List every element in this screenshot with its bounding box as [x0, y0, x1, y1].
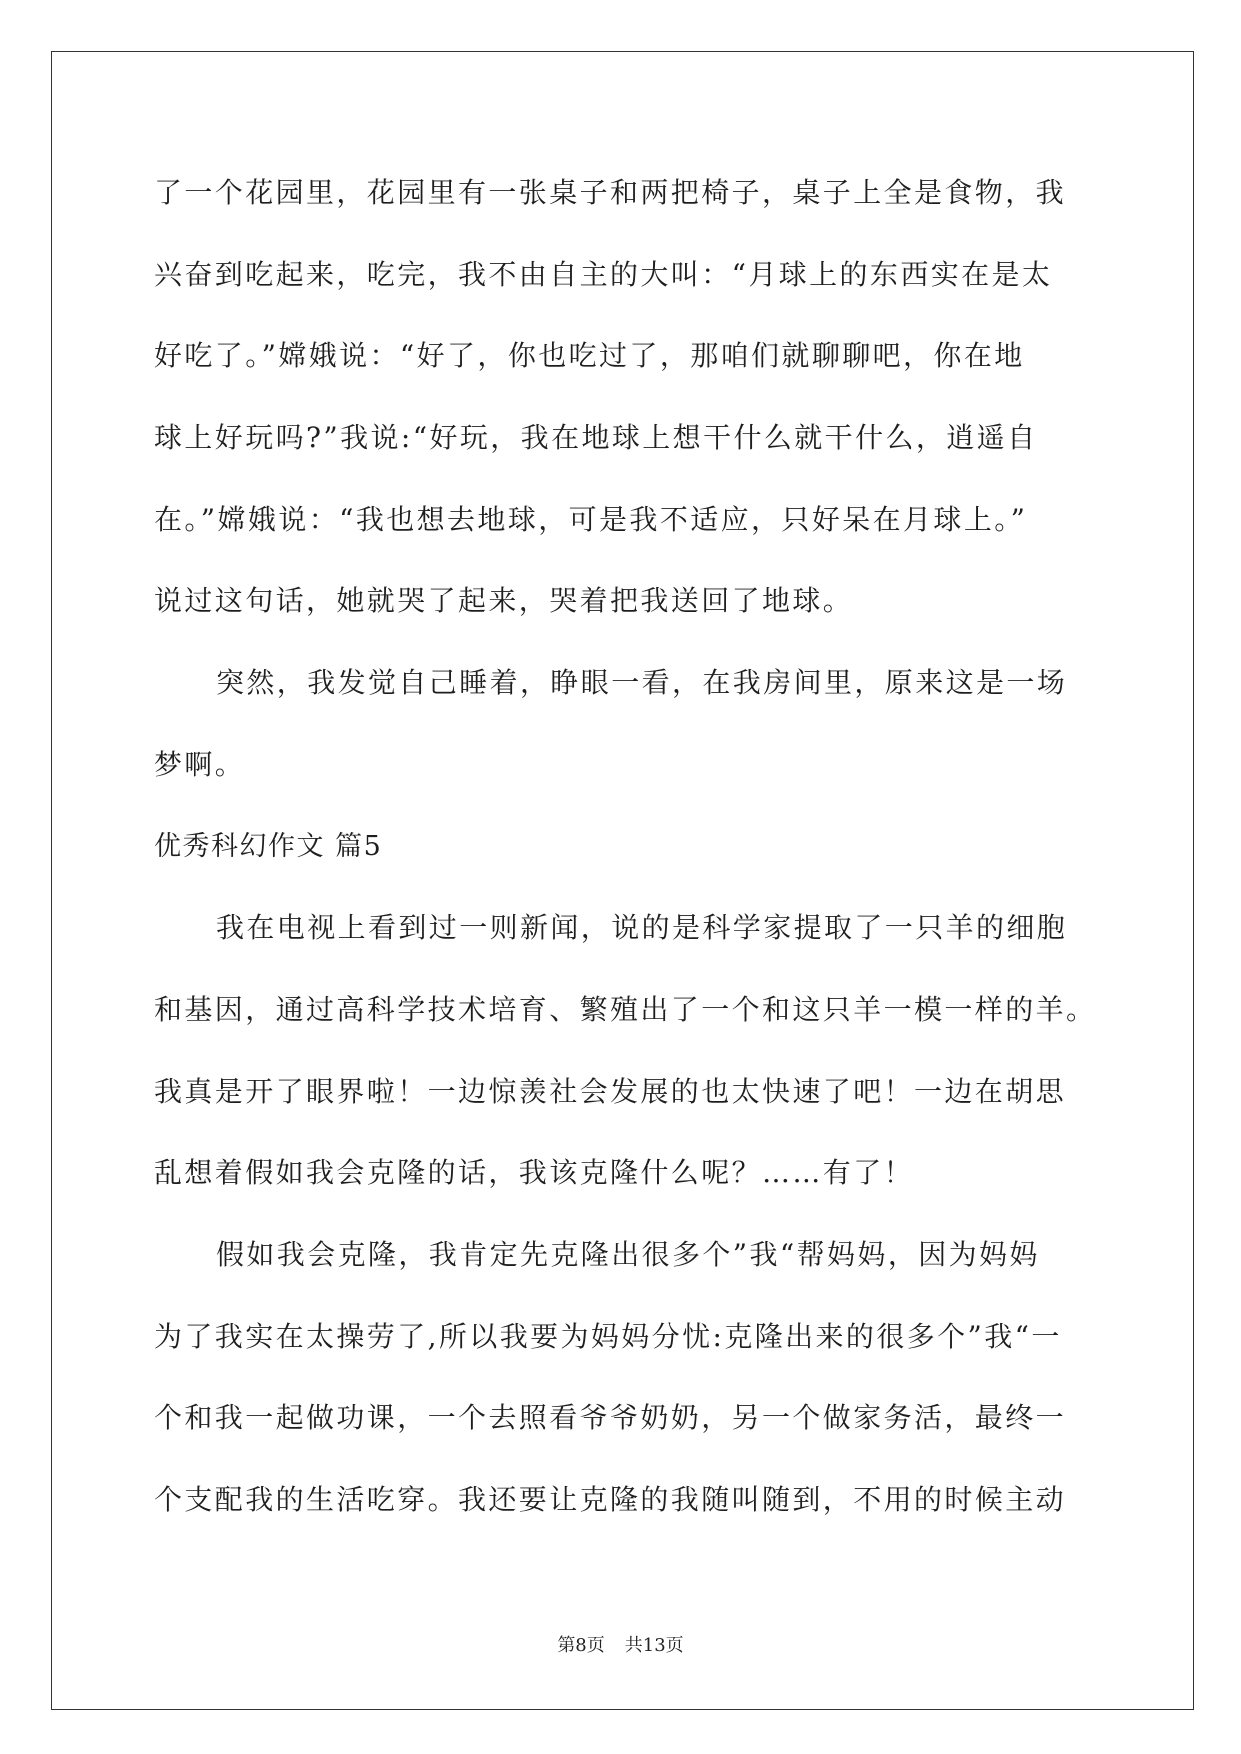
- text-line: 说过这句话，她就哭了起来，哭着把我送回了地球。: [154, 584, 854, 618]
- text-line: 和基因，通过高科学技术培育、繁殖出了一个和这只羊一模一样的羊。: [154, 992, 1097, 1026]
- page-footer: [0, 1632, 1241, 1660]
- text-line: 个和我一起做功课，一个去照看爷爷奶奶，另一个做家务活，最终一: [154, 1401, 1067, 1435]
- text-line: 为了我实在太操劳了,所以我要为妈妈分忧:克隆出来的很多个”我“一: [154, 1319, 1062, 1353]
- text-line: 个支配我的生活吃穿。我还要让克隆的我随叫随到，不用的时候主动: [154, 1483, 1067, 1516]
- text-line: 乱想着假如我会克隆的话，我该克隆什么呢？……有了！: [154, 1156, 915, 1190]
- text-line: 突然，我发觉自己睡着，睁眼一看，在我房间里，原来这是一场: [216, 666, 1068, 700]
- text-line: 梦啊。: [154, 747, 246, 781]
- paragraph: [154, 152, 1114, 642]
- paragraph: [154, 1214, 1114, 1541]
- page-number: 第8页: [557, 1635, 605, 1656]
- section-heading: 优秀科幻作文 篇5: [154, 830, 383, 862]
- text-line: 我真是开了眼界啦！一边惊羡社会发展的也太快速了吧！一边在胡思: [154, 1074, 1067, 1108]
- paragraph: [154, 887, 1114, 1214]
- text-line: 兴奋到吃起来，吃完，我不由自主的大叫：“月球上的东西实在是太: [154, 257, 1053, 291]
- text-line: 球上好玩吗?”我说:“好玩，我在地球上想干什么就干什么，逍遥自: [154, 421, 1038, 455]
- document-body: [154, 152, 1114, 1541]
- text-line: 好吃了。”嫦娥说：“好了，你也吃过了，那咱们就聊聊吧，你在地: [154, 339, 1025, 373]
- paragraph: [154, 642, 1114, 805]
- text-line: 在。”嫦娥说：“我也想去地球，可是我不适应，只好呆在月球上。”: [154, 502, 1028, 536]
- text-line: 我在电视上看到过一则新闻，说的是科学家提取了一只羊的细胞: [216, 911, 1068, 945]
- page-total: 共13页: [624, 1635, 684, 1656]
- text-line: 了一个花园里，花园里有一张桌子和两把椅子，桌子上全是食物，我: [154, 176, 1067, 209]
- text-line: 假如我会克隆，我肯定先克隆出很多个”我“帮妈妈，因为妈妈: [216, 1237, 1040, 1271]
